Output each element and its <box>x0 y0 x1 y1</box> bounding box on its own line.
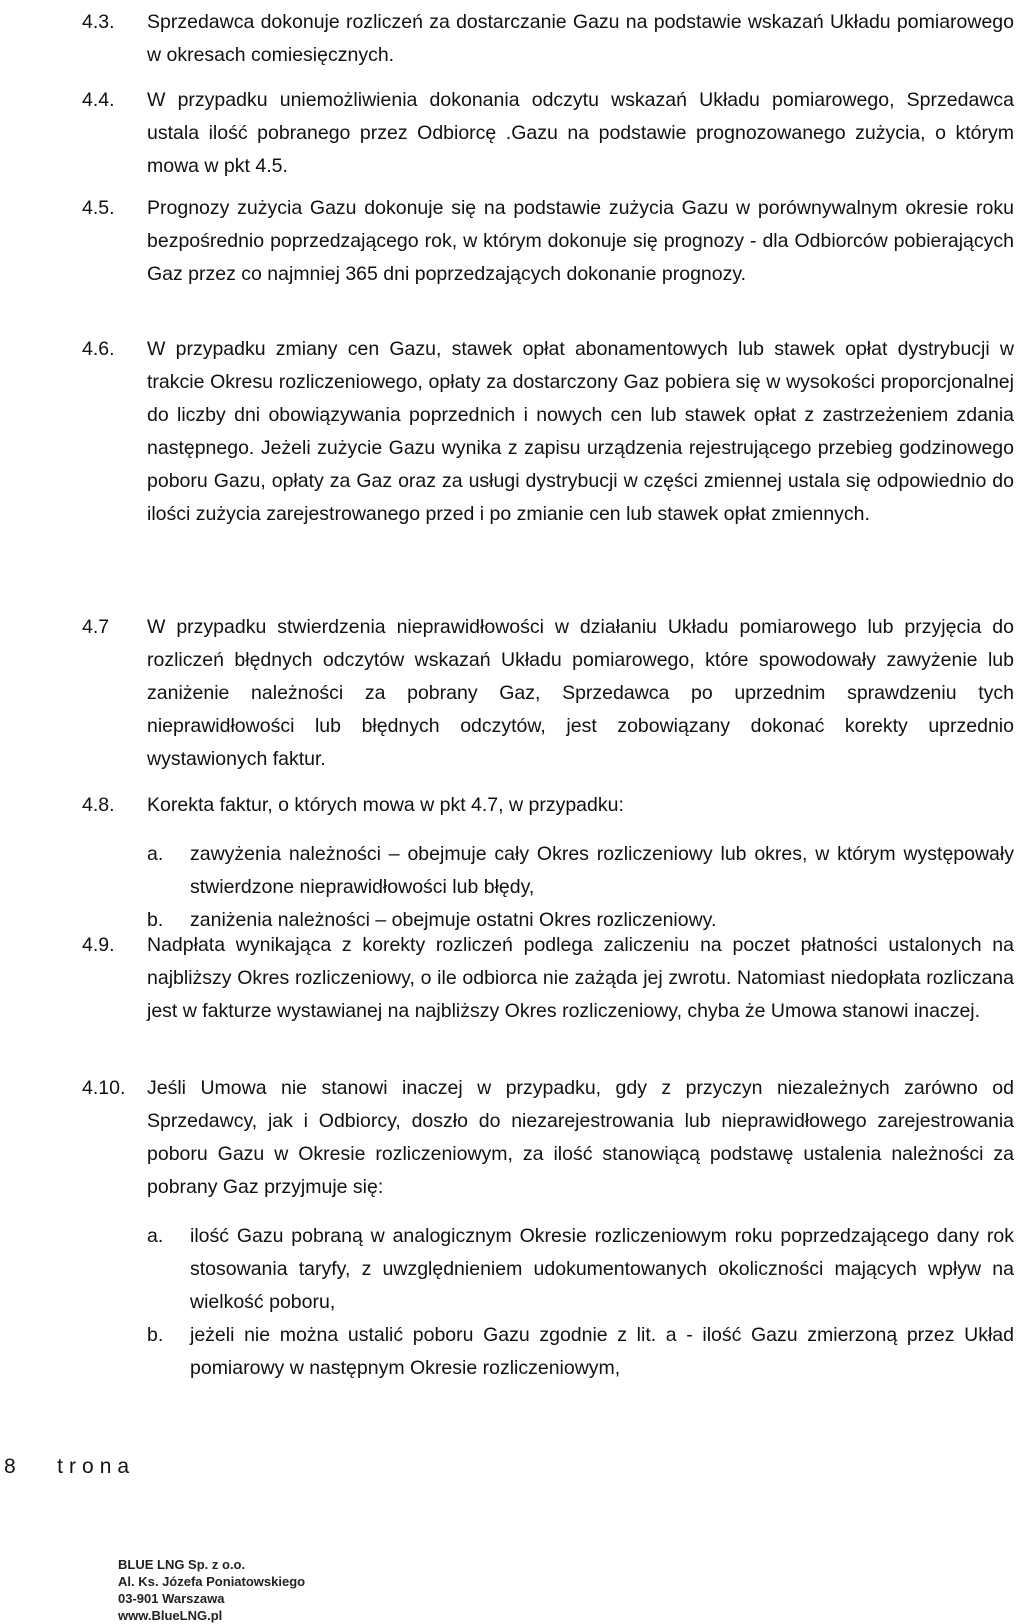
section-number: 4.7 <box>82 616 110 638</box>
section-text: W przypadku stwierdzenia nieprawidłowości w działaniu Układu pomiarowego lub przyjęcia do rozliczeń błędnych odczytów wskazań Układu pomiarowego, które spowodowały zawyżenie lub zaniżenie należności za pobrany Gaz, Sprzedawca po uprzednim sprawdzeniu tych nieprawidłowości lub błędnych odczytów, jest zobowiązany dokonać korekty uprzednio wystawionych faktur. <box>147 616 1014 770</box>
section-4-9 <box>82 929 1014 1028</box>
section-number: 4.10. <box>82 1077 126 1099</box>
sub-item-letter: b. <box>147 909 164 931</box>
section-text: Nadpłata wynikająca z korekty rozliczeń podlega zaliczeniu na poczet płatności ustalonych na najbliższy Okres rozliczeniowy, o ile odbiorca nie zażąda jej zwrotu. Natomiast niedopłata rozliczana jest w fakturze wystawianej na najbliższy Okres rozliczeniowy, chyba że Umowa stanowi inaczej. <box>147 934 1014 1022</box>
section-text: W przypadku uniemożliwienia dokonania odczytu wskazań Układu pomiarowego, Sprzedawca ustala ilość pobranego przez Odbiorcę .Gazu na podstawie prognozowanego zużycia, o którym mowa w pkt 4.5. <box>147 89 1014 177</box>
section-text: Sprzedawca dokonuje rozliczeń za dostarczanie Gazu na podstawie wskazań Układu pomiarowego w okresach comiesięcznych. <box>147 11 1014 66</box>
section-number: 4.3. <box>82 11 115 33</box>
section-number: 4.6. <box>82 338 115 360</box>
sub-item-letter: a. <box>147 1225 164 1247</box>
footer-company: BLUE LNG Sp. z o.o. <box>118 1557 246 1572</box>
sub-item-a <box>147 1220 1014 1319</box>
page-side-label: 8 trona <box>4 1455 136 1478</box>
section-4-6 <box>82 333 1014 531</box>
sub-item-text: zawyżenia należności – obejmuje cały Okres rozliczeniowy lub okres, w którym występowały stwierdzone nieprawidłowości lub błędy, <box>190 843 1014 898</box>
section-number: 4.5. <box>82 197 115 219</box>
section-4-7 <box>82 611 1014 776</box>
sub-item-b <box>147 1319 1014 1385</box>
footer-street: Al. Ks. Józefa Poniatowskiego <box>118 1574 306 1589</box>
sub-item-letter: a. <box>147 843 164 865</box>
section-text: Jeśli Umowa nie stanowi inaczej w przypadku, gdy z przyczyn niezależnych zarówno od Sprzedawcy, jak i Odbiorcy, doszło do niezarejestrowania lub nieprawidłowego zarejestrowania poboru Gazu w Okresie rozliczeniowym, za ilość stanowiącą podstawę ustalenia należności za pobrany Gaz przyjmuje się: <box>147 1077 1014 1198</box>
section-number: 4.8. <box>82 794 115 816</box>
section-4-3 <box>82 6 1014 72</box>
footer-web: www.BlueLNG.pl <box>118 1608 223 1623</box>
sub-item-text: zaniżenia należności – obejmuje ostatni Okres rozliczeniowy. <box>190 909 717 931</box>
sub-item-text: ilość Gazu pobraną w analogicznym Okresie rozliczeniowym roku poprzedzającego dany rok stosowania taryfy, z uwzględnieniem udokumentowanych okoliczności mających wpływ na wielkość poboru, <box>190 1225 1014 1313</box>
section-text: Korekta faktur, o których mowa w pkt 4.7, w przypadku: <box>147 794 624 816</box>
footer-city: 03-901 Warszawa <box>118 1591 225 1606</box>
section-4-8 <box>82 789 1014 937</box>
section-4-4 <box>82 84 1014 183</box>
sub-item-letter: b. <box>147 1324 164 1346</box>
sub-item-a <box>147 838 1014 904</box>
section-text: Prognozy zużycia Gazu dokonuje się na podstawie zużycia Gazu w porównywalnym okresie roku bezpośrednio poprzedzającego rok, w którym dokonuje się prognozy - dla Odbiorców pobierających Gaz przez co najmniej 365 dni poprzedzających dokonanie prognozy. <box>147 197 1014 285</box>
sub-item-text: jeżeli nie można ustalić poboru Gazu zgodnie z lit. a - ilość Gazu zmierzoną przez Układ pomiarowy w następnym Okresie rozliczeniowym, <box>190 1324 1014 1379</box>
section-text: W przypadku zmiany cen Gazu, stawek opłat abonamentowych lub stawek opłat dystrybucji w trakcie Okresu rozliczeniowego, opłaty za dostarczony Gaz pobiera się w wysokości proporcjonalnej do liczby dni obowiązywania poprzednich i nowych cen lub stawek opłat z zastrzeżeniem zdania następnego. Jeżeli zużycie Gazu wynika z zapisu urządzenia rejestrującego przebieg godzinowego poboru Gazu, opłaty za Gaz oraz za usługi dystrybucji w części zmiennej ustala się odpowiednio do ilości zużycia zarejestrowanego przed i po zmianie cen lub stawek opłat zmiennych. <box>147 338 1014 525</box>
section-4-5 <box>82 192 1014 291</box>
section-number: 4.9. <box>82 934 115 956</box>
company-footer <box>118 1556 305 1624</box>
section-number: 4.4. <box>82 89 115 111</box>
section-4-10 <box>82 1072 1014 1385</box>
